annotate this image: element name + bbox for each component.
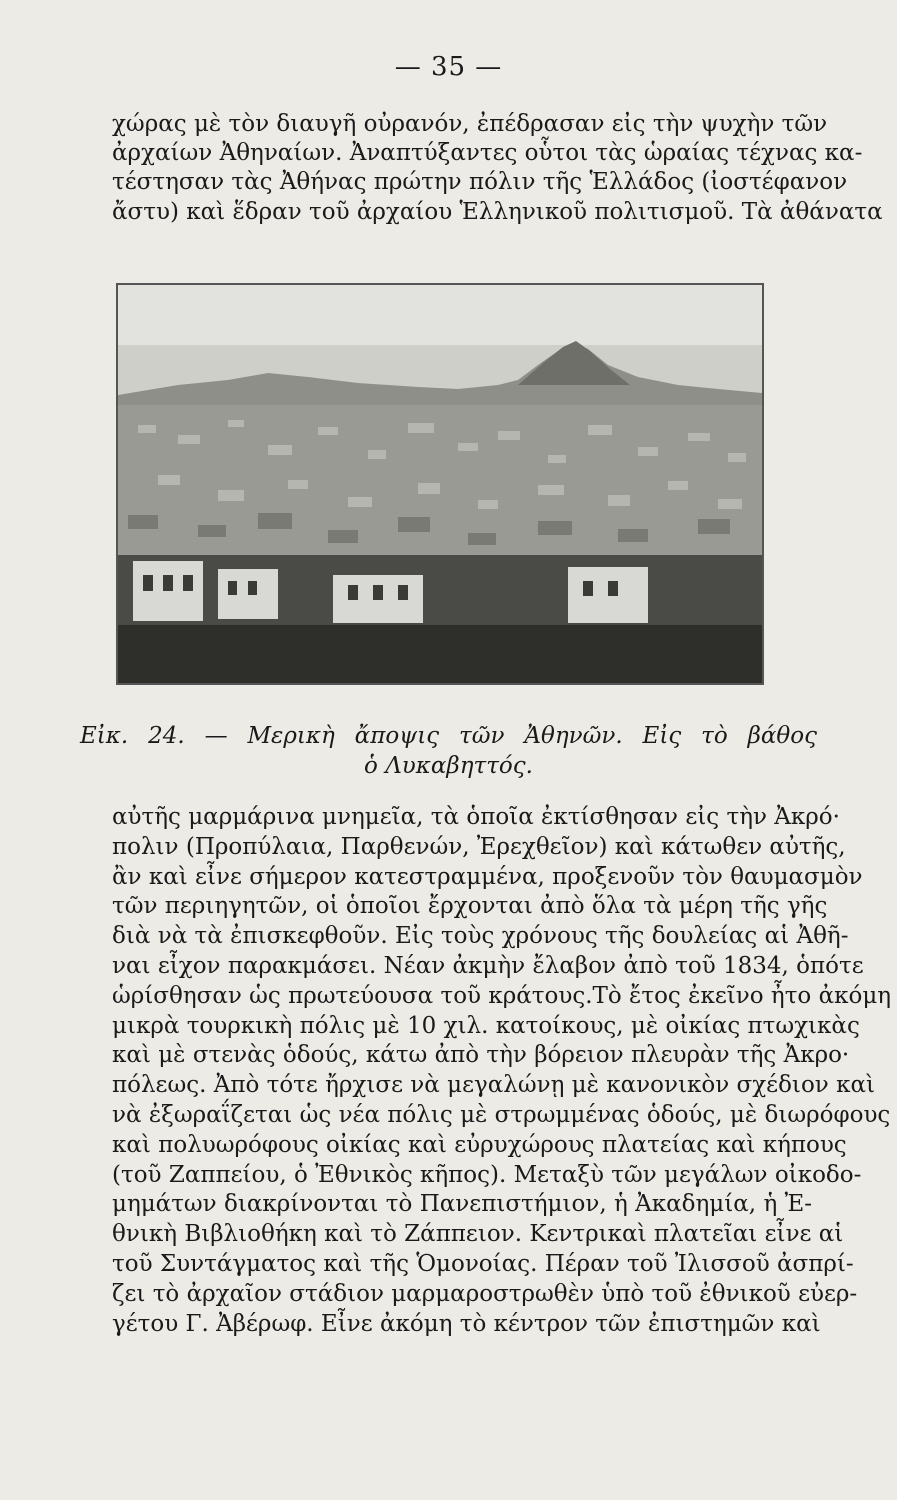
- text-line: ναι εἶχον παρακμάσει. Νέαν ἀκμὴν ἔλαβον ἀπὸ τοῦ 1834, ὁπότε: [112, 952, 864, 979]
- paragraph-top: [112, 110, 883, 227]
- text-line: καὶ πολυωρόφους οἰκίας καὶ εὐρυχώρους πλατείας καὶ κήπους: [112, 1131, 847, 1158]
- text-line: (τοῦ Ζαππείου, ὁ Ἐθνικὸς κῆπος). Μεταξὺ τῶν μεγάλων οἰκοδο-: [112, 1161, 862, 1188]
- text-line: γέτου Γ. Ἀβέρωφ. Εἶνε ἀκόμη τὸ κέντρον τῶν ἐπιστημῶν καὶ: [112, 1310, 821, 1337]
- text-line: θνικὴ Βιβλιοθήκη καὶ τὸ Ζάππειον. Κεντρικαὶ πλατεῖαι εἶνε αἱ: [112, 1221, 844, 1248]
- text-line: καὶ μὲ στενὰς ὁδούς, κάτω ἀπὸ τὴν βόρειον πλευρὰν τῆς Ἀκρο·: [112, 1042, 850, 1069]
- text-line: διὰ νὰ τὰ ἐπισκεφθοῦν. Εἰς τοὺς χρόνους τῆς δουλείας αἱ Ἀθῆ-: [112, 923, 849, 950]
- text-line: νὰ ἐξωραΐζεται ὡς νέα πόλις μὲ στρωμμένας ὁδούς, μὲ διωρόφους: [112, 1101, 891, 1128]
- text-line: τέστησαν τὰς Ἀθήνας πρώτην πόλιν τῆς Ἑλλάδος (ἰοστέφανον: [112, 169, 848, 196]
- figure-caption-line-2: ὁ Λυκαβηττός.: [364, 753, 533, 779]
- text-line: ἂν καὶ εἶνε σήμερον κατεστραμμένα, προξενοῦν τὸν θαυμασμὸν: [112, 863, 863, 890]
- text-line: αὐτῆς μαρμάρινα μνημεῖα, τὰ ὁποῖα ἐκτίσθησαν εἰς τὴν Ἀκρό·: [112, 804, 840, 830]
- text-line: πόλεως. Ἀπὸ τότε ἤρχισε νὰ μεγαλώνῃ μὲ κανονικὸν σχέδιον καὶ: [112, 1072, 876, 1099]
- figure-caption-line-1: Εἰκ. 24. — Μερικὴ ἄποψις τῶν Ἀθηνῶν. Εἰς τὸ βάθος: [80, 723, 817, 749]
- text-line: μημάτων διακρίνονται τὸ Πανεπιστήμιον, ἡ Ἀκαδημία, ἡ Ἐ-: [112, 1191, 812, 1218]
- text-line: ἀρχαίων Ἀθηναίων. Ἀναπτύξαντες οὗτοι τὰς ὡραίας τέχνας κα-: [112, 140, 863, 167]
- text-line: τῶν περιηγητῶν, οἱ ὁποῖοι ἔρχονται ἀπὸ ὅλα τὰ μέρη τῆς γῆς: [112, 893, 828, 920]
- text-line: ζει τὸ ἀρχαῖον στάδιον μαρμαροστρωθὲν ὑπὸ τοῦ ἐθνικοῦ εὐερ-: [112, 1280, 858, 1307]
- text-line: ὡρίσθησαν ὡς πρωτεύουσα τοῦ κράτους.Τὸ ἔτος ἐκεῖνο ἦτο ἀκόμη: [112, 982, 892, 1009]
- athens-photograph: [116, 283, 764, 685]
- text-line: μικρὰ τουρκικὴ πόλις μὲ 10 χιλ. κατοίκους, μὲ οἰκίας πτωχικὰς: [112, 1012, 860, 1039]
- text-line: τοῦ Συντάγματος καὶ τῆς Ὁμονοίας. Πέραν τοῦ Ἰλισσοῦ ἀσπρί-: [112, 1250, 854, 1277]
- athens-panorama-illustration: [118, 285, 762, 683]
- text-line: ἄστυ) καὶ ἕδραν τοῦ ἀρχαίου Ἑλληνικοῦ πολιτισμοῦ. Τὰ ἀθάνατα: [112, 198, 883, 225]
- paragraph-bottom: [112, 803, 892, 1339]
- page-number: — 35 —: [394, 52, 503, 82]
- text-line: πολιν (Προπύλαια, Παρθενών, Ἐρεχθεῖον) καὶ κάτωθεν αὐτῆς,: [112, 833, 846, 860]
- text-line: χώρας μὲ τὸν διαυγῆ οὐρανόν, ἐπέδρασαν εἰς τὴν ψυχὴν τῶν: [112, 111, 828, 137]
